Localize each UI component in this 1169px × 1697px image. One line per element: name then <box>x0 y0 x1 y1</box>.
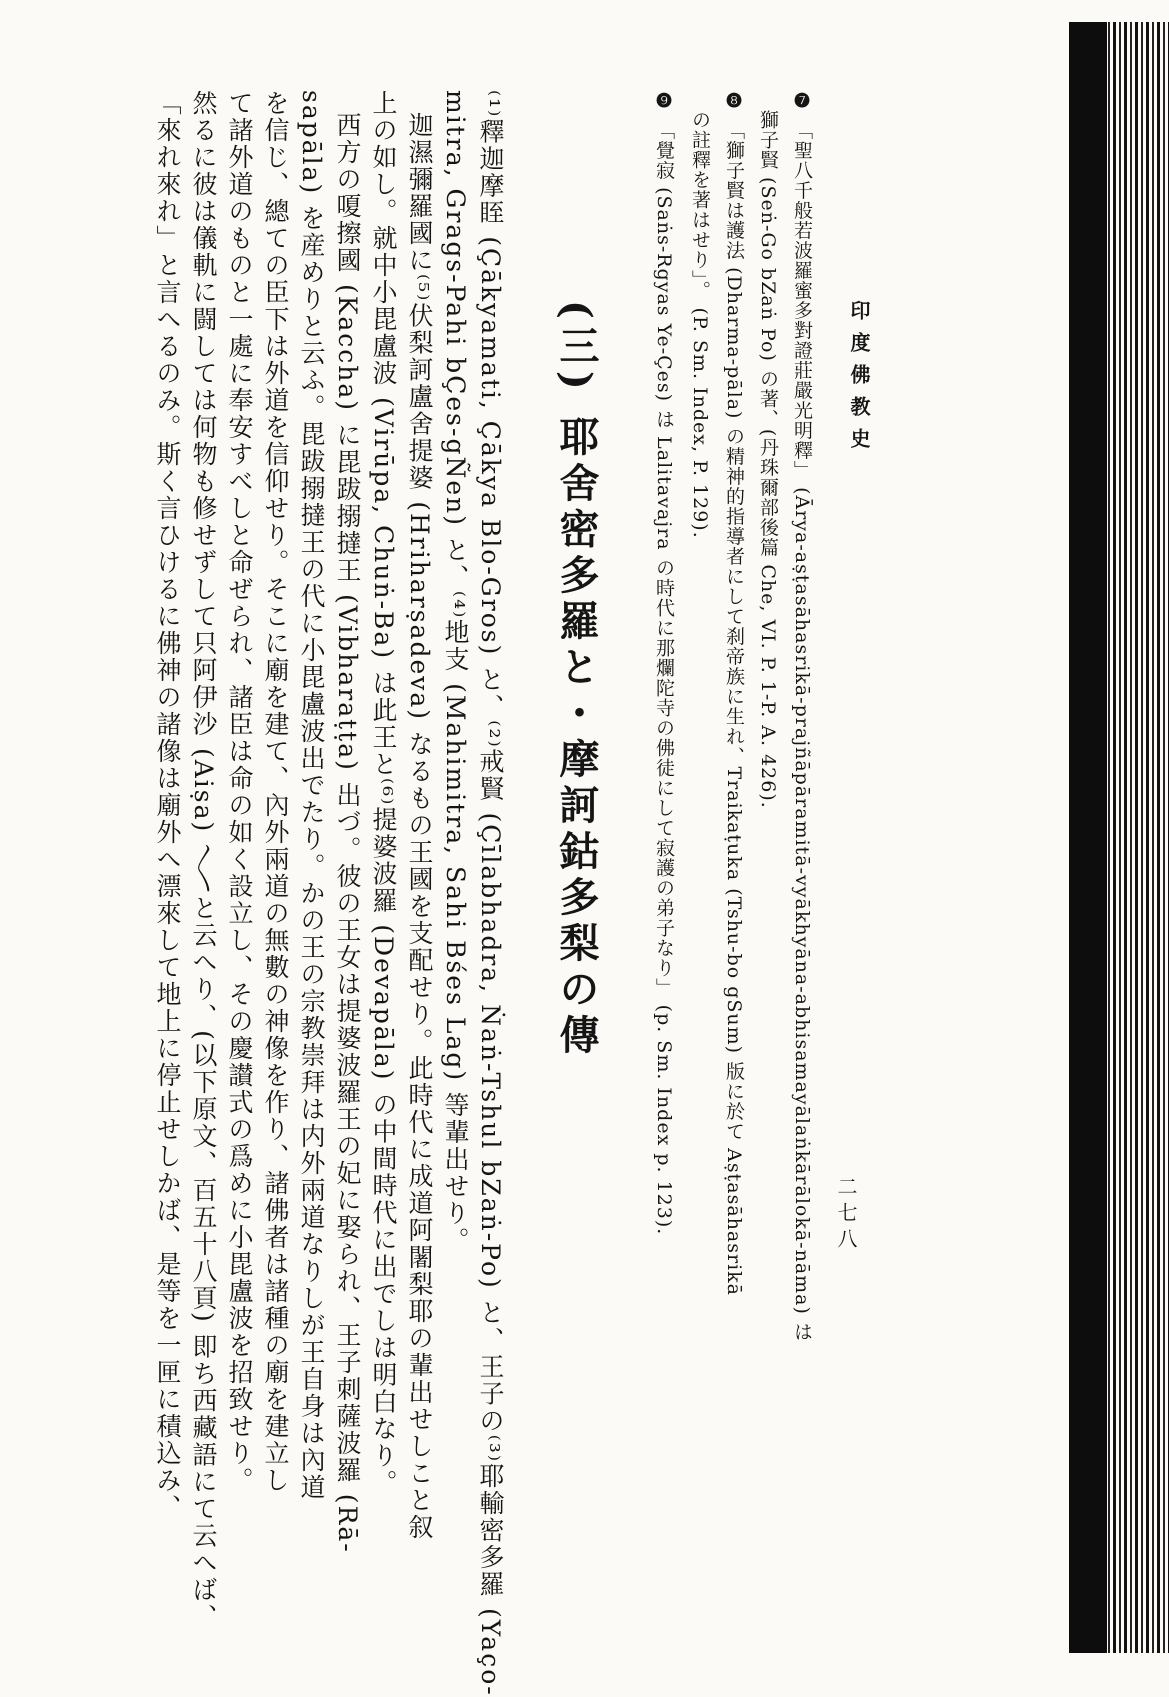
body-line-9: 然るに彼は儀軌に闘しては何物も修せずして只阿伊沙 (Aiṣa) 〳〵と云へり、(以下原文、百五十八頁) 即ち西藏語にて云へば、 <box>189 90 218 1631</box>
note-7-continued <box>758 110 777 809</box>
body-line-2: mitra, Grags-Pahi bÇes-gÑen) と、⁽⁴⁾地支 (Mahimitra, Sahi Bśes Lag) 等輩出せり。 <box>441 90 470 1255</box>
note-marker: ❼ <box>791 90 813 113</box>
section-title: (三) 耶舍密多羅と・摩訶鈷多梨の傳 <box>553 300 600 1060</box>
note-marker: ❾ <box>653 90 675 113</box>
book-binding-edge <box>1069 0 1169 1653</box>
page-number: 二七八 <box>834 1176 858 1254</box>
body-line-5: 西方の嗄擦國 (Kaccha) に毘跋搦撻王 (Vibharaṭṭa) 出づ。彼の王女は提婆波羅王の妃に娶られ、王子刺薩波羅 (Rā- <box>333 112 362 1554</box>
running-title: 印度佛教史 <box>847 300 871 460</box>
note-9 <box>654 90 673 1235</box>
body-line-4: 上の如し。就中小毘盧波 (Virūpa, Chuṅ-Ba) は此王と⁽⁶⁾提婆波羅 (Devapāla) の中間時代に出でしは明白なり。 <box>369 90 398 1497</box>
body-line-8: て諸外道のものと一處に奉安すべしと命ぜられ、諸臣は命の如く設立し、その慶讃式の爲めに小毘盧波を招致せり。 <box>225 90 254 1494</box>
body-line-10: 「來れ來れ」と言へるのみ。斯く言ひけるに佛神の諸像は廟外へ漂來して地上に停止せしかば、是等を一匣に積込み、 <box>153 90 182 1521</box>
body-line-7: を信じ、總ての臣下は外道を信仰せり。そこに廟を建て、內外兩道の無數の神像を作り、諸佛者は諸種の廟を建立し <box>261 90 290 1494</box>
body-line-3: 迦濕彌羅國に⁽⁵⁾伏梨訶盧舍提婆 (Hriharṣadeva) なるもの王國を支配せり。此時代に成道阿闍梨耶の輩出せしこと叙 <box>405 112 434 1541</box>
note-marker: ❽ <box>723 90 745 113</box>
note-text: 「覺寂 (Saṅs-Rgyas Ye-Çes) は Lalitavajra の時代に那爛陀寺の佛徒にして寂護の弟子なり」 (p. Sm. Index p. 123). <box>653 120 675 1236</box>
body-line-6: sapāla) を産めりと云ふ。毘跋搦撻王の代に小毘盧波出でたり。かの王の宗教崇拜は内外兩道なりしが王自身は內道 <box>297 90 326 1502</box>
note-text: の註釋を著はせり」。 (P. Sm. Index, P. 129). <box>689 110 711 539</box>
note-8 <box>724 90 743 1296</box>
note-text: 獅子賢 (Seṅ-Go bZaṅ Po) の著、(丹珠爾部後篇 Che, VI. P. 1-P. A. 426). <box>757 110 779 809</box>
note-7 <box>792 90 811 1342</box>
body-line-1: ⁽¹⁾釋迦摩眰 (Çākyamati, Çākya Blo-Gros) と、⁽²⁾戒賢 (Çīlabhadra, Ṅaṅ-Tshul bZaṅ-Po) と、王子の⁽³⁾耶輸密多羅 (Yaço- <box>476 90 505 1697</box>
note-text: 「獅子賢は護法 (Dharma-pāla) の精神的指導者にして刹帝族に生れ、Traikaṭuka (Tshu-bo gSum) 版に於て Aṣṭasāhasrikā <box>723 120 745 1296</box>
note-text: 「聖八千般若波羅蜜多對證莊嚴光明釋」 (Ārya-aṣṭasāhasrikā-prajñāpāramitā-vyākhyāna-abhisamayālaṅkārālokā-nāma) は <box>791 120 813 1342</box>
note-8-continued <box>690 110 709 539</box>
